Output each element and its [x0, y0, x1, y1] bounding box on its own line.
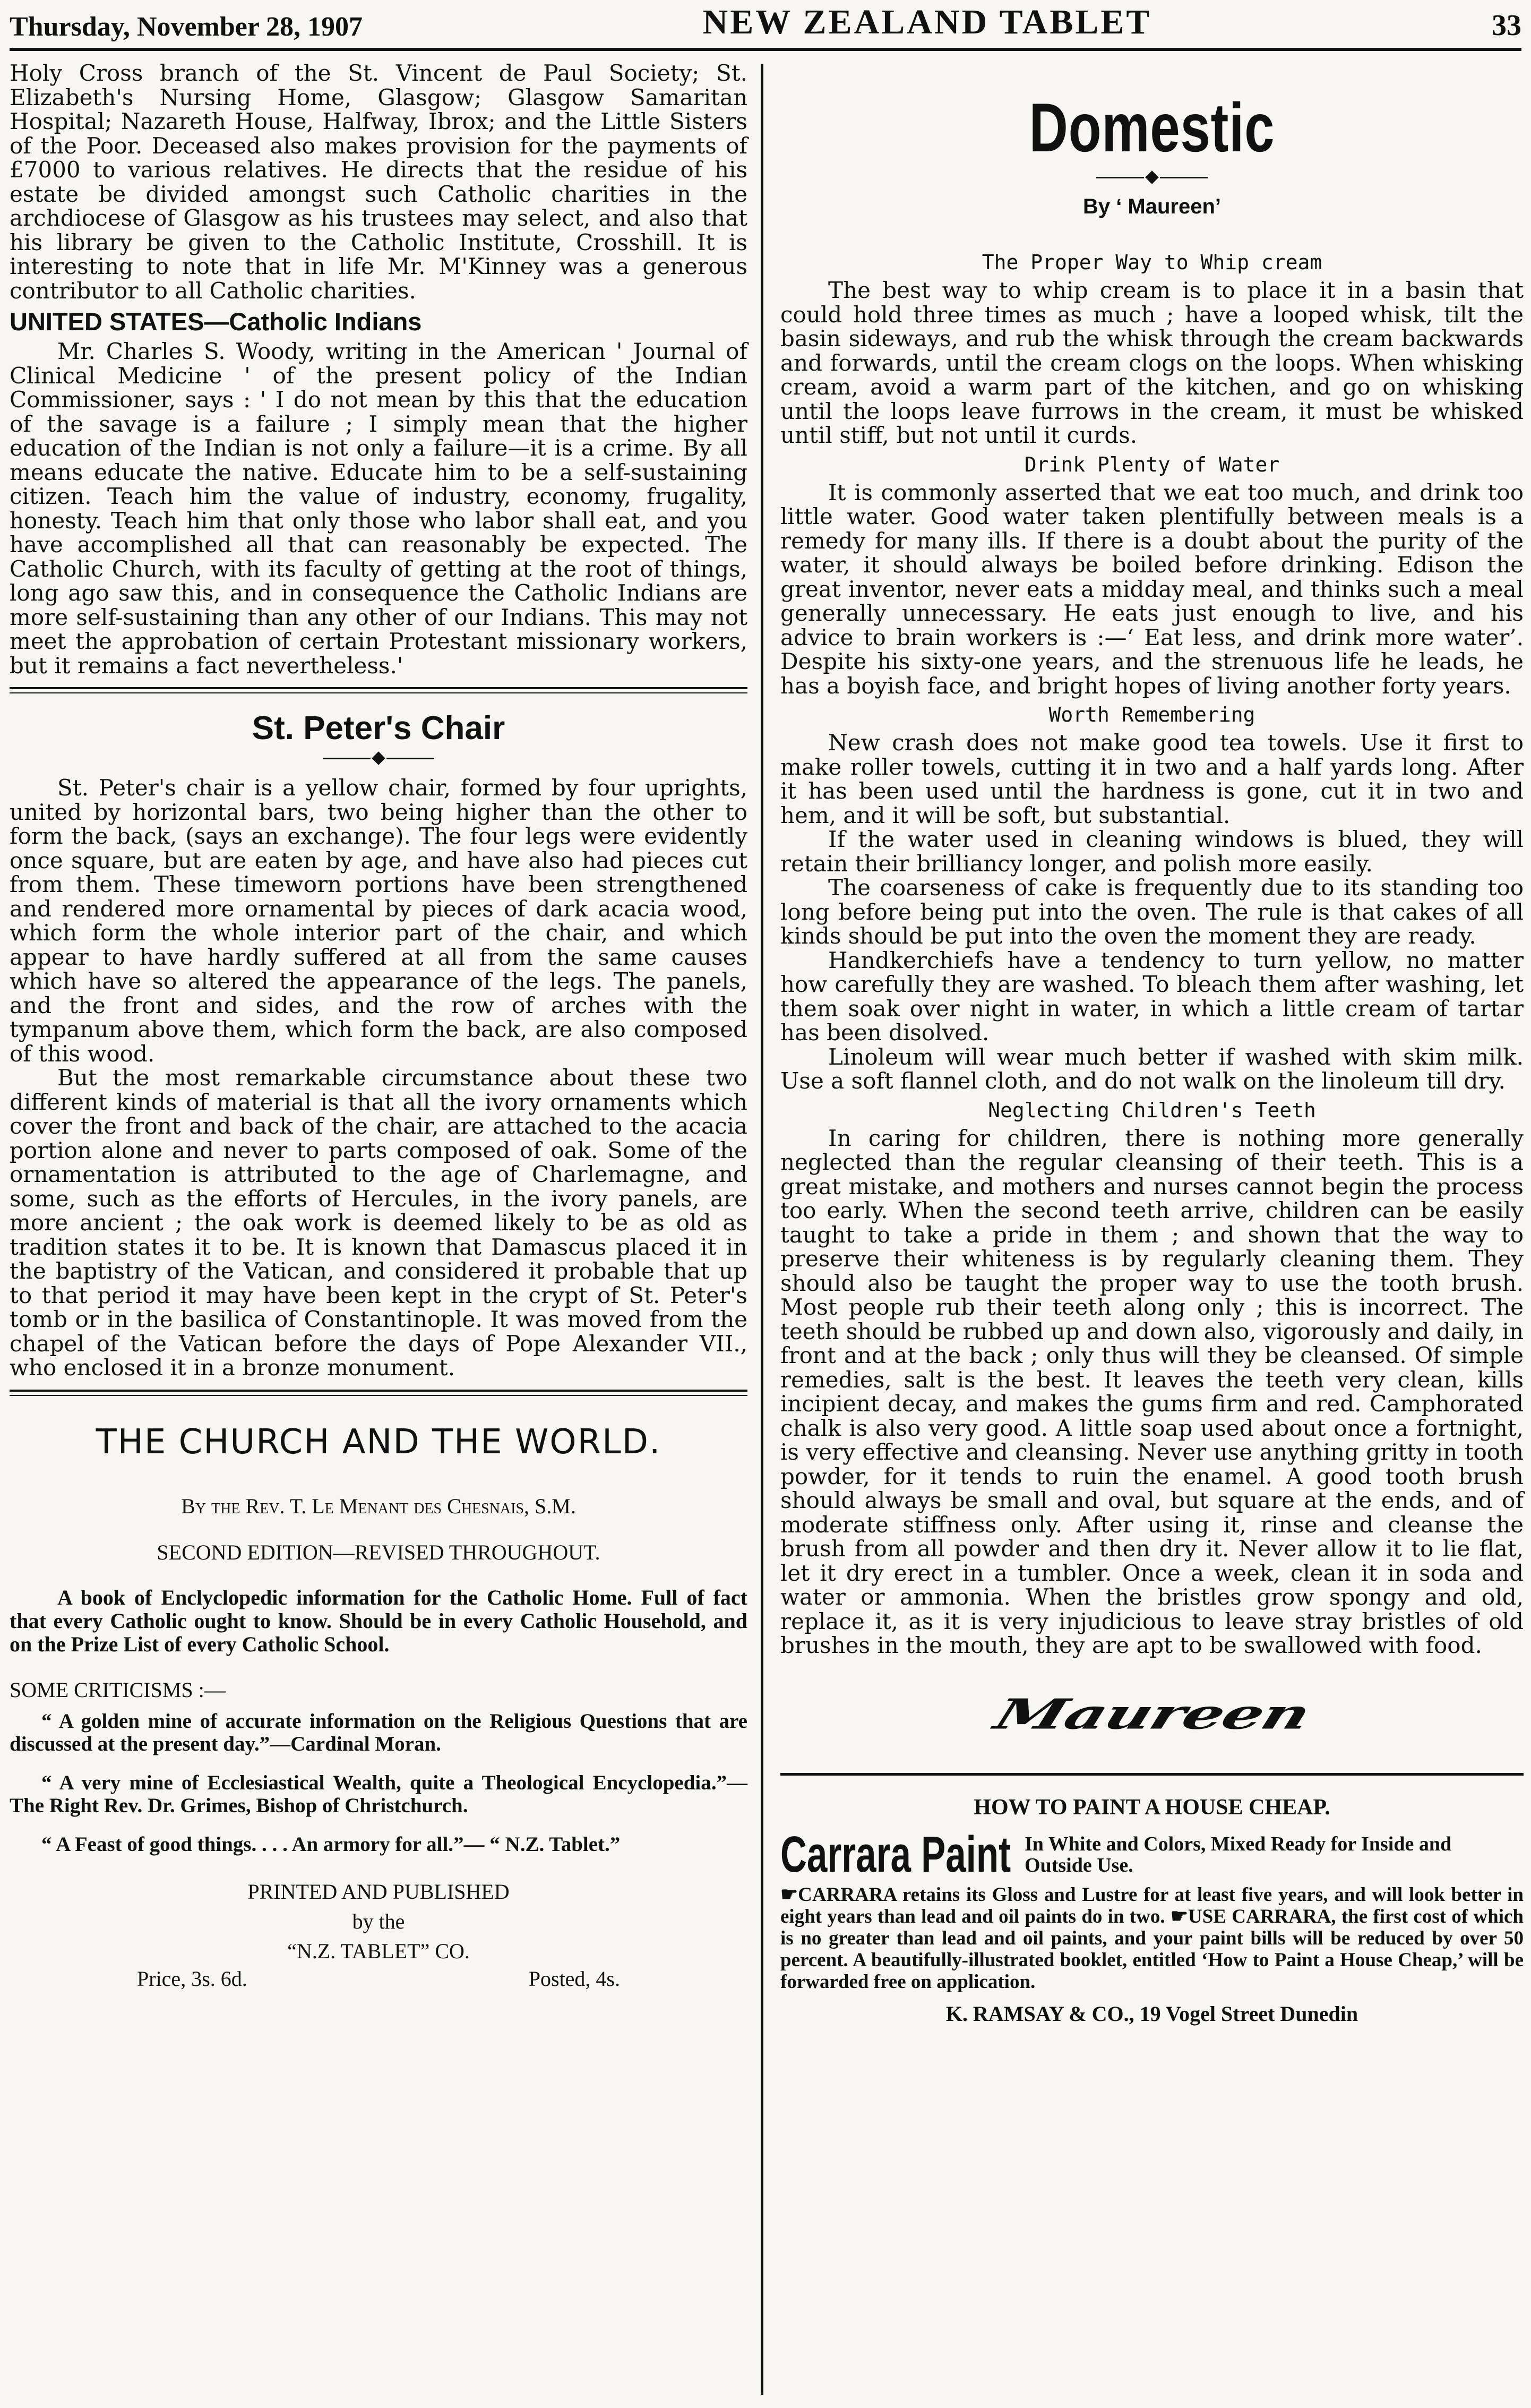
ad-brand: Carrara Paint	[780, 1826, 1011, 1883]
printed-line-3: “N.Z. TABLET” CO.	[287, 1939, 470, 1963]
domestic-title: Domestic	[1029, 89, 1275, 166]
us-heading: UNITED STATES—Catholic Indians	[10, 307, 422, 336]
header-date: Thursday, November 28, 1907	[10, 12, 363, 42]
ad-brand-row	[780, 1826, 1524, 1884]
ad-footer: K. RAMSAY & CO., 19 Vogel Street Dunedin	[945, 2001, 1358, 2026]
us-paragraph: Mr. Charles S. Woody, writing in the American ' Journal of Clinical Medicine ' of the present policy of the Indian Commissioner, says : ' I do not mean by this that the education of the savage is a failure ; I simply mean that the higher education of the Indian is not only a failure—it is a crime. By all means educate the native. Educate him to be a self-sustaining citizen. Teach him the value of industry, economy, frugality, honesty. Teach him that only those who labor shall eat, and you have accomplished all that can reasonably be expected. The Catholic Church, with its faculty of getting at the root of things, long ago saw this, and in consequence the Catholic Indians are more self-sustaining than any other of our Indians. This may not meet the approbation of certain Protestant missionary workers, but it remains a fact nevertheless.'	[10, 338, 747, 679]
price-text: Price, 3s. 6d.	[137, 1966, 247, 1991]
byline: By ‘ Maureen’	[1082, 195, 1222, 218]
water-paragraph: It is commonly asserted that we eat too much, and drink too little water. Good water taken plentifully between meals is a remedy for many ills. If there is a doubt about the purity of the water, it should always be boiled before drinking. Edison the great inventor, never eats a midday meal, and thinks such a meal generally unnecessary. He eats just enough to live, and his advice to brain workers is :—‘ Eat less, and drink more water’. Despite his sixty-one years, and the strenuous life he leads, he has a boyish face, and bright hopes of living another forty years.	[780, 479, 1524, 699]
church-author: By the Rev. T. Le Menant des Chesnais, S.M.	[181, 1494, 576, 1518]
printed-line-1: PRINTED AND PUBLISHED	[247, 1879, 510, 1904]
posted-text: Posted, 4s.	[528, 1966, 620, 1991]
ornament-divider	[780, 173, 1524, 182]
publisher-block	[10, 1877, 747, 1966]
ad-tagline: In White and Colors, Mixed Ready for Inside and Outside Use.	[1025, 1832, 1452, 1876]
column-divider	[761, 64, 763, 2395]
ornament-divider	[10, 753, 747, 763]
page-header	[10, 3, 1521, 51]
paint-advertisement	[780, 1773, 1524, 2026]
header-title: NEW ZEALAND TABLET	[702, 3, 1152, 41]
section-rule	[10, 687, 747, 693]
chair-paragraph-2: But the most remarkable circumstance about these two different kinds of material is that all the ivory ornaments which cover the front and back of the chair, are attached to the acacia portion alone and never to parts composed of oak. Some of the ornamentation is attributed to the age of Charlemagne, and some, such as the efforts of Hercules, in the ivory panels, are more ancient ; the oak work is deemed likely to be as old as tradition states it to be. It is known that Damascus placed it in the baptistry of the Vatican, and considered it probable that up to that period it may have been kept in the crypt of St. Peter's tomb or in the basilica of Constantinople. It was moved from the chapel of the Vatican before the days of Pope Alexander VII., who enclosed it in a bronze monument.	[10, 1065, 747, 1381]
church-title: THE CHURCH AND THE WORLD.	[96, 1422, 661, 1462]
price-row	[10, 1966, 747, 1991]
whip-paragraph: The best way to whip cream is to place it in a basin that could hold three times as much ; have a looped whisk, tilt the basin sideways, and rub the whisk through the cream backwards and forwards, until the cream clogs on the loops. When whisking cream, avoid a warm part of the kitchen, and go on whisking until the loops leave furrows in the cream, it must be whisked until stiff, but not until it curds.	[780, 277, 1524, 448]
criticisms-heading: SOME CRITICISMS :—	[10, 1677, 226, 1702]
right-column	[780, 61, 1524, 2026]
quote: “ A golden mine of accurate information on the Religious Questions that are discussed at the present day.”—Cardinal Moran.	[10, 1709, 747, 1755]
worth-item: New crash does not make good tea towels. Use it first to make roller towels, cutting it in two and a half yards long. After it has been used until the hardness is gone, cut it in two and hem, and it will be soft, but substantial.	[780, 730, 1524, 828]
water-heading: Drink Plenty of Water	[1024, 452, 1280, 476]
church-edition: SECOND EDITION—REVISED THROUGHOUT.	[157, 1540, 600, 1564]
worth-item: The coarseness of cake is frequently due to its standing too long before being put into the oven. The rule is that cakes of all kinds should be put into the oven the moment they are ready.	[780, 875, 1524, 949]
chair-title: St. Peter's Chair	[252, 710, 505, 747]
worth-heading: Worth Remembering	[1048, 703, 1255, 726]
signature-text: Maureen	[988, 1690, 1316, 1738]
church-description: A book of Enclyclopedic information for the Catholic Home. Full of fact that every Catholic ought to know. Should be in every Catholic Household, and on the Prize List of every Catholic School.	[10, 1585, 747, 1656]
worth-item: If the water used in cleaning windows is blued, they will retain their brilliancy longer, and polish more easily.	[780, 826, 1524, 877]
teeth-heading: Neglecting Children's Teeth	[988, 1098, 1316, 1122]
ad-body: ☛CARRARA retains its Gloss and Lustre for at least five years, and will look better in eight years than lead and oil paints do in two. ☛USE CARRARA, the first cost of which is no greater than lead and oil paints, and your paint bills will be reduced by over 50 percent. A beautifully-illustrated booklet, entitled ‘How to Paint a House Cheap,’ will be forwarded free on application.	[780, 1883, 1524, 1993]
ad-heading: HOW TO PAINT A HOUSE CHEAP.	[974, 1795, 1330, 1820]
worth-item: Handkerchiefs have a tendency to turn yellow, no matter how carefully they are washed. To bleach them after washing, let them soak over night in water, in which a little cream of tartar has been disolved.	[780, 947, 1524, 1046]
printed-line-2: by the	[352, 1909, 405, 1933]
intro-paragraph: Holy Cross branch of the St. Vincent de Paul Society; St. Elizabeth's Nursing Home, Glasgow; Glasgow Samaritan Hospital; Nazareth House, Halfway, Ibrox; and the Little Sisters of the Poor. Deceased also makes provision for the payments of £7000 to various relatives. He directs that the residue of his estate be divided amongst such Catholic charities in the archdiocese of Glasgow as his trustees may select, and also that his library be given to the Catholic Institute, Crosshill. It is interesting to note that in life Mr. M'Kinney was a generous contributor to all Catholic charities.	[10, 60, 747, 304]
whip-heading: The Proper Way to Whip cream	[982, 251, 1322, 274]
worth-item: Linoleum will wear much better if washed with skim milk. Use a soft flannel cloth, and do not walk on the linoleum till dry.	[780, 1043, 1524, 1094]
signature	[780, 1677, 1524, 1752]
quote: “ A Feast of good things. . . . An armory for all.”— “ N.Z. Tablet.”	[41, 1832, 621, 1856]
header-page-number: 33	[1492, 9, 1521, 42]
chair-paragraph-1: St. Peter's chair is a yellow chair, formed by four uprights, united by horizontal bars, two being higher than the other to form the back, (says an exchange). The four legs were evidently once square, but are eaten by age, and have also had pieces cut from them. These timeworn portions have been strengthened and rendered more ornamental by pieces of dark acacia wood, which form the whole interior part of the chair, and which appear to have hardly suffered at all from the same causes which have so altered the appearance of the legs. The panels, and the front and sides, and the row of arches with the tympanum above them, which form the back, are also composed of this wood.	[10, 775, 747, 1067]
teeth-paragraph: In caring for children, there is nothing more generally neglected than the regular cleansing of their teeth. This is a great mistake, and mothers and nurses cannot begin the process too early. When the second teeth arrive, children can be easily taught to take a pride in them ; and shown that the way to preserve their whiteness is by regularly cleaning them. They should also be taught the proper way to use the tooth brush. Most people rub their teeth along only ; this is incorrect. The teeth should be rubbed up and down also, vigorously and daily, in front and at the back ; only thus will they be cleansed. Of simple remedies, salt is the best. It leaves the teeth very clean, kills incipient decay, and makes the gums firm and red. Camphorated chalk is also very good. A little soap used about once a fortnight, is very effective and cleansing. Never use anything gritty in tooth powder, for it tends to ruin the enamel. A good tooth brush should always be small and oval, but square at the ends, and of moderate stiffness only. After using it, rinse and cleanse the brush from all powder and then dry it. Never allow it to lie flat, let it dry erect in a tumbler. Once a week, clean it in soda and water or ammonia. When the bristles grow spongy and old, replace it, as it is very injudicious to leave stray bristles of old brushes in the mouth, they are apt to be swallowed with food.	[780, 1125, 1524, 1658]
quote: “ A very mine of Ecclesiastical Wealth, quite a Theological Encyclopedia.”—The Right Rev. Dr. Grimes, Bishop of Christchurch.	[10, 1771, 747, 1817]
left-column	[10, 61, 747, 1991]
section-rule	[10, 1390, 747, 1396]
